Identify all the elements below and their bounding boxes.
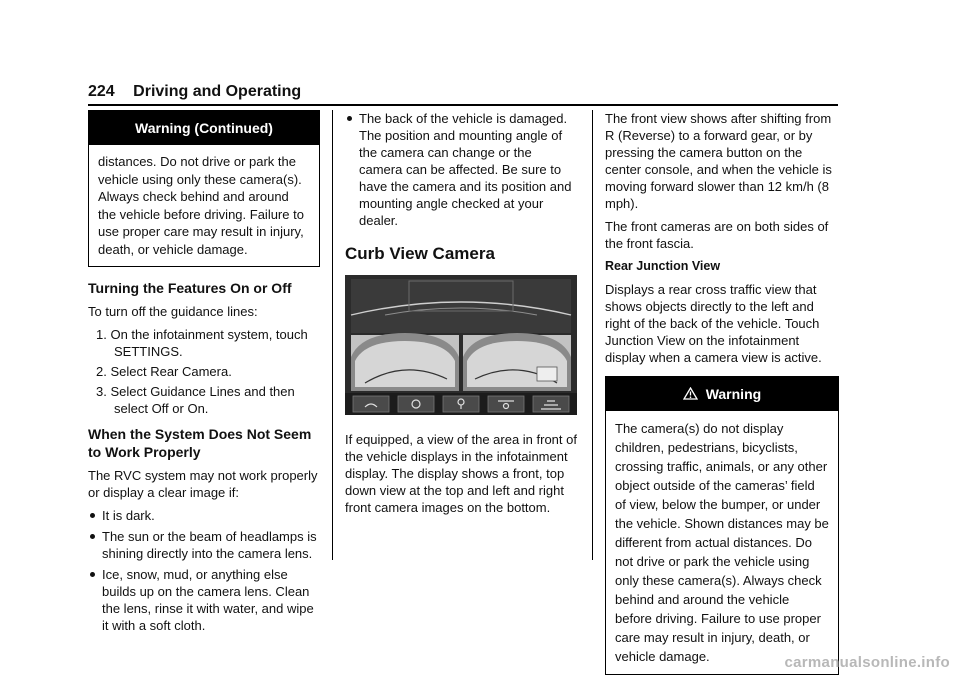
column-3 xyxy=(605,110,839,687)
not-working-intro: The RVC system may not work properly or display a clear image if: xyxy=(88,468,318,500)
page-header xyxy=(88,82,838,102)
turning-features-heading: Turning the Features On or Off xyxy=(88,280,292,296)
page-number: 224 xyxy=(88,83,115,100)
front-cameras-text: The front cameras are on both sides of the front fascia. xyxy=(605,219,829,251)
warning-box xyxy=(605,376,839,675)
rear-junction-label: Rear Junction View xyxy=(605,259,721,273)
step-item: 3. Select Guidance Lines and then select Off or On. xyxy=(96,384,295,416)
warning-triangle-icon xyxy=(683,386,702,402)
section-title: Driving and Operating xyxy=(133,83,302,100)
curb-view-camera-figure xyxy=(345,275,577,415)
condition-item: The sun or the beam of headlamps is shining directly into the camera lens. xyxy=(88,528,320,562)
curb-view-description: If equipped, a view of the area in front of the vehicle displays in the infotainment display. The display shows a front, top down view at the top and left and right front camera images on the bottom. xyxy=(345,432,577,515)
step-item: 1. On the infotainment system, touch SETTINGS. xyxy=(96,327,308,359)
condition-item: It is dark. xyxy=(88,507,320,524)
camera-display-illustration xyxy=(345,275,577,415)
warning-title-bar xyxy=(606,377,838,411)
conditions-list xyxy=(88,507,320,634)
steps-list xyxy=(88,326,320,417)
front-view-text: The front view shows after shifting from R (Reverse) to a forward gear, or by pressing the camera button on the center console, and when the vehicle is moving forward slower than 12 km/h (8 mph). xyxy=(605,111,832,211)
column-2 xyxy=(345,110,577,522)
column-divider xyxy=(332,110,333,560)
condition-item: The back of the vehicle is damaged. The position and mounting angle of the camera can change or the camera can be affected. Be sure to have the camera and its position and mounting angle checked at your dealer. xyxy=(345,110,577,229)
condition-item: Ice, snow, mud, or anything else builds up on the camera lens. Clean the lens, rinse it with water, and wipe it with a soft cloth. xyxy=(88,566,320,634)
step-item: 2. Select Rear Camera. xyxy=(96,364,232,379)
column-1 xyxy=(88,110,320,640)
warning-continued-body: distances. Do not drive or park the vehicle using only these camera(s). Always check behind and around the vehicle before driving. Failure to use proper care may result in injury, death, or vehicle damage. xyxy=(98,154,304,257)
conditions-list-cont xyxy=(345,110,577,229)
rear-junction-text: Displays a rear cross traffic view that shows objects directly to the left and right of the back of the vehicle. Touch Junction View on the infotainment display when a camera view is active. xyxy=(605,282,822,365)
curb-view-heading: Curb View Camera xyxy=(345,244,495,263)
warning-continued-box xyxy=(88,110,320,267)
column-divider xyxy=(592,110,593,560)
warning-body: The camera(s) do not display children, pedestrians, bicyclists, crossing traffic, animals, or any other object outside of the cameras’ field of view, below the bumper, or under the vehicle. Shown distances may be different from actual distances. Do not drive or park the vehicle using only these camera(s). Always check behind and around the vehicle before driving. Failure to use proper care may result in injury, death, or vehicle damage. xyxy=(615,421,829,664)
not-working-heading: When the System Does Not Seem to Work Properly xyxy=(88,426,312,460)
warning-continued-title: Warning (Continued) xyxy=(89,111,319,145)
warning-title: Warning xyxy=(705,386,762,402)
header-rule xyxy=(88,104,838,106)
turning-intro: To turn off the guidance lines: xyxy=(88,304,258,319)
watermark: carmanualsonline.info xyxy=(784,654,950,671)
